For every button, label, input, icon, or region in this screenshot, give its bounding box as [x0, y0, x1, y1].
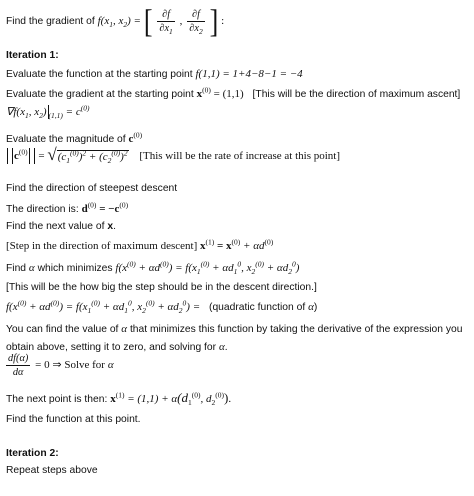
evaluate-magnitude-line: Evaluate the magnitude of $c^{(0)}$ [6, 130, 143, 145]
derivative-equation: $\frac{df(\alpha)}{d\alpha}$ = 0 ⇒ Solve for α [8, 353, 114, 378]
gradient-evaluation-math: $\nabla f(x_1$, $x_2$) $_{(1,1)} = c^{(0)}$ [6, 103, 90, 121]
direction-math: $d^{(0)} = -c^{(0)}$ [81, 200, 129, 215]
gradient-intro-text: Find the gradient of [6, 16, 95, 28]
right-bracket: ] [209, 2, 219, 39]
colon: : [221, 15, 225, 28]
step-line [6, 239, 273, 253]
quadratic-math: $f(x^{(0)} + \alpha d^{(0)}) = f(x_1^{(0)} + \alpha d_1^0$, $x_2^{(0)} + \alpha d_2^0$) = [6, 298, 201, 316]
iteration-1-heading: Iteration 1: [6, 50, 59, 61]
fraction-separator: , [179, 15, 183, 28]
gradient-function: $f(x_1$, $x_2$) = [97, 15, 141, 30]
evaluate-gradient-line [6, 87, 460, 102]
find-function-at-point: Find the function at this point. [6, 414, 141, 425]
partial-fraction-2: $\frac{\partial f}{\partial x_2}$ [189, 9, 203, 37]
quadratic-line: $f(x^{(0)} + \alpha d^{(0)}) = f(x_1^{(0)} + \alpha d_1^0$, $x_2^{(0)} + \alpha d_2^0$) = (quadratic function of α) [6, 298, 318, 316]
find-direction-text: Find the direction of steepest descent [6, 183, 178, 194]
direction-line [6, 202, 128, 217]
find-next-value-line: Find the next value of x. [6, 221, 116, 232]
evaluate-function-line [6, 67, 303, 82]
find-alpha-line: Find α which minimizes $f(x^{(0)} + \alpha d^{(0)}) = f(x_1^{(0)} + \alpha d_1^0$, $x_2^{(0)} + \alpha d_2^0$) [6, 259, 300, 277]
evaluate-gradient-text: Evaluate the gradient at the starting point [6, 89, 194, 100]
next-point-math: $x^{(1)} = (1,1) + \alpha(d_1^{(0)}$, $d_2^{(0)}$). [110, 390, 232, 408]
magnitude-formula: $c^{(0)} = √(c_1^{(0)})^2 + (c_2^{(0)})^2$ [6, 150, 131, 162]
explanation-line-2: obtain above, setting it to zero, and solving for α. [6, 341, 228, 353]
evaluate-magnitude-text: Evaluate the magnitude of [6, 134, 126, 145]
max-ascent-note: [This will be the direction of maximum ascent] [252, 89, 461, 100]
explanation-line-1: You can find the value of α that minimizes this function by taking the derivative of the expression you [6, 323, 463, 335]
starting-point-math: $x^{(0)} = (1,1)$ [196, 85, 244, 100]
direction-text: The direction is: [6, 204, 79, 215]
next-point-line: The next point is then: $x^{(1)} = (1,1) + \alpha(d_1^{(0)}$, $d_2^{(0)}$). [6, 390, 232, 408]
gradient-definition-line [6, 2, 225, 39]
step-size-note: [This will be the how big the step should be in the descent direction.] [6, 282, 317, 293]
rate-of-increase-note: [This will be the rate of increase at this point] [139, 149, 341, 162]
step-math: $x^{(1)} = x^{(0)} + \alpha d^{(0)}$ [199, 237, 274, 252]
evaluate-function-math: f(1,1) = 1+4−8−1 = −4 [195, 68, 303, 80]
magnitude-formula-line [6, 145, 341, 166]
evaluate-function-text: Evaluate the function at the starting point [6, 69, 193, 80]
partial-fraction-1: $\frac{\partial f}{\partial x_1}$ [159, 9, 173, 37]
left-bracket: [ [143, 2, 153, 39]
iteration-2-heading: Iteration 2: [6, 448, 59, 459]
repeat-steps-text: Repeat steps above [6, 465, 98, 476]
derivative-fraction: $\frac{df(\alpha)}{d\alpha}$ [8, 353, 29, 378]
step-note: [Step in the direction of maximum descent] [6, 240, 198, 252]
find-alpha-math: $f(x^{(0)} + \alpha d^{(0)}) = f(x_1^{(0)} + \alpha d_1^0$, $x_2^{(0)} + \alpha d_2^0$) [115, 259, 300, 277]
square-root: $√(c_1^{(0)})^2 + (c_2^{(0)})^2$ [47, 145, 128, 166]
